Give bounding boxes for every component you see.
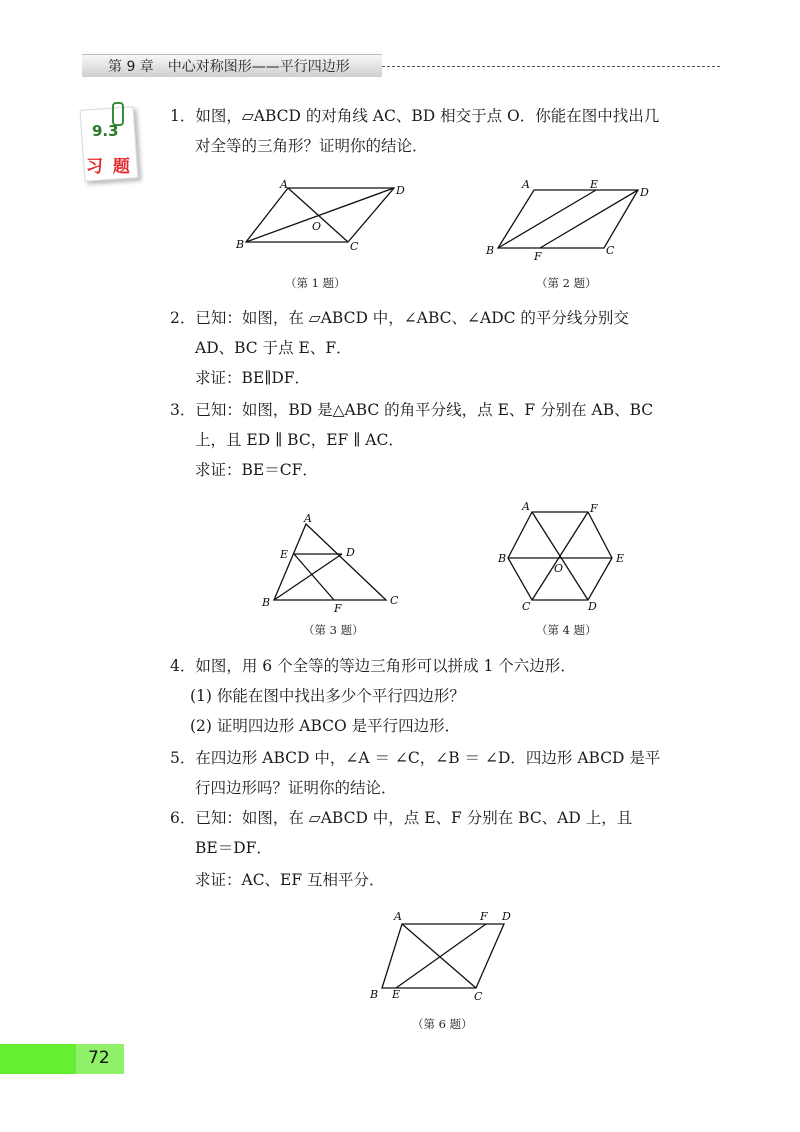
label-c: C [474,990,483,1003]
figure-6-caption: （第 6 题） [412,1017,473,1031]
problem-2-line-3: 求证：BE∥DF． [195,369,311,387]
label-e: E [280,548,289,561]
problem-6-line-3: 求证：AC、EF 互相平分． [195,871,385,889]
page-number: 72 [88,1048,110,1068]
segment-be [498,190,596,248]
parallelogram-abcd [498,190,638,248]
problem-1-line-2: 对全等的三角形？证明你的结论． [195,137,428,155]
segment-fd [540,190,638,248]
label-f: F [534,250,542,263]
label-d: D [346,546,355,559]
label-d: D [588,600,597,613]
segment-ef [294,554,334,600]
problem-5-line-2: 行四边形吗？证明你的结论． [195,779,397,797]
chapter-title: 第 9 章 中心对称图形——平行四边形 [108,59,350,75]
label-e: E [616,552,625,565]
segment-ac [402,924,476,988]
problem-4-line-2: (1) 你能在图中找出多少个平行四边形？ [190,687,465,705]
problem-5-line-1: 5．在四边形 ABCD 中，∠A ＝ ∠C，∠B ＝ ∠D．四边形 ABCD 是平 [170,749,661,767]
problem-2-line-2: AD、BC 于点 E、F． [195,339,352,357]
figure-3-caption: （第 3 题） [303,623,364,637]
label-e: E [392,988,401,1001]
figure-4 [492,500,632,615]
label-c: C [390,594,399,607]
problem-6-line-2: BE＝DF． [195,839,272,857]
problem-3-line-3: 求证：BE＝CF． [195,461,318,479]
label-d: D [396,184,405,197]
figure-3 [258,508,408,613]
figure-4-diagram [492,500,632,615]
label-b: B [486,244,495,257]
problem-3-line-2: 上，且 ED ∥ BC，EF ∥ AC． [195,431,404,449]
label-a: A [522,500,530,513]
figure-2 [482,178,662,263]
label-c: C [522,600,531,613]
label-c: C [350,240,359,253]
label-o: O [312,220,322,233]
problem-1-line-1: 1．如图，▱ABCD 的对角线 AC、BD 相交于点 O．你能在图中找出几 [170,107,660,125]
page-header [82,50,722,80]
segment-ef [396,924,486,988]
problem-4-line-3: (2) 证明四边形 ABCO 是平行四边形． [190,717,461,735]
label-b: B [370,988,379,1001]
badge-label: 习 题 [86,157,132,177]
figure-2-caption: （第 2 题） [536,276,597,290]
figure-6 [368,906,528,1006]
label-f: F [590,502,598,515]
problem-6-line-1: 6．已知：如图，在 ▱ABCD 中，点 E、F 分别在 BC、AD 上，且 [170,809,633,827]
label-b: B [262,596,271,609]
label-d: D [502,910,511,923]
label-a: A [280,178,288,191]
figure-1 [230,178,410,258]
parallelogram-abcd [382,924,504,988]
exercise-badge [82,108,138,182]
problem-3-line-1: 3．已知：如图，BD 是△ABC 的角平分线，点 E、F 分别在 AB、BC [170,401,654,419]
label-f: F [480,910,488,923]
label-d: D [640,186,649,199]
diagonal-ac [288,188,348,242]
page-number-bar [0,1044,124,1074]
figure-4-caption: （第 4 题） [536,623,597,637]
figure-2-diagram [482,178,662,263]
figure-3-diagram [258,508,408,613]
badge-section-number: 9.3 [92,122,119,140]
figure-1-caption: （第 1 题） [285,276,346,290]
label-e: E [590,178,599,191]
problem-2-line-1: 2．已知：如图，在 ▱ABCD 中，∠ABC、∠ADC 的平分线分别交 [170,309,629,327]
figure-1-diagram [230,178,410,258]
header-dashed-rule [382,66,720,67]
label-o: O [554,562,564,575]
label-c: C [606,244,615,257]
figure-6-diagram [368,906,528,1006]
label-b: B [236,238,245,251]
problem-4-line-1: 4．如图，用 6 个全等的等边三角形可以拼成 1 个六边形． [170,657,576,675]
label-f: F [334,602,342,615]
label-b: B [498,552,507,565]
label-a: A [304,512,312,525]
label-a: A [394,910,402,923]
label-a: A [522,178,530,191]
